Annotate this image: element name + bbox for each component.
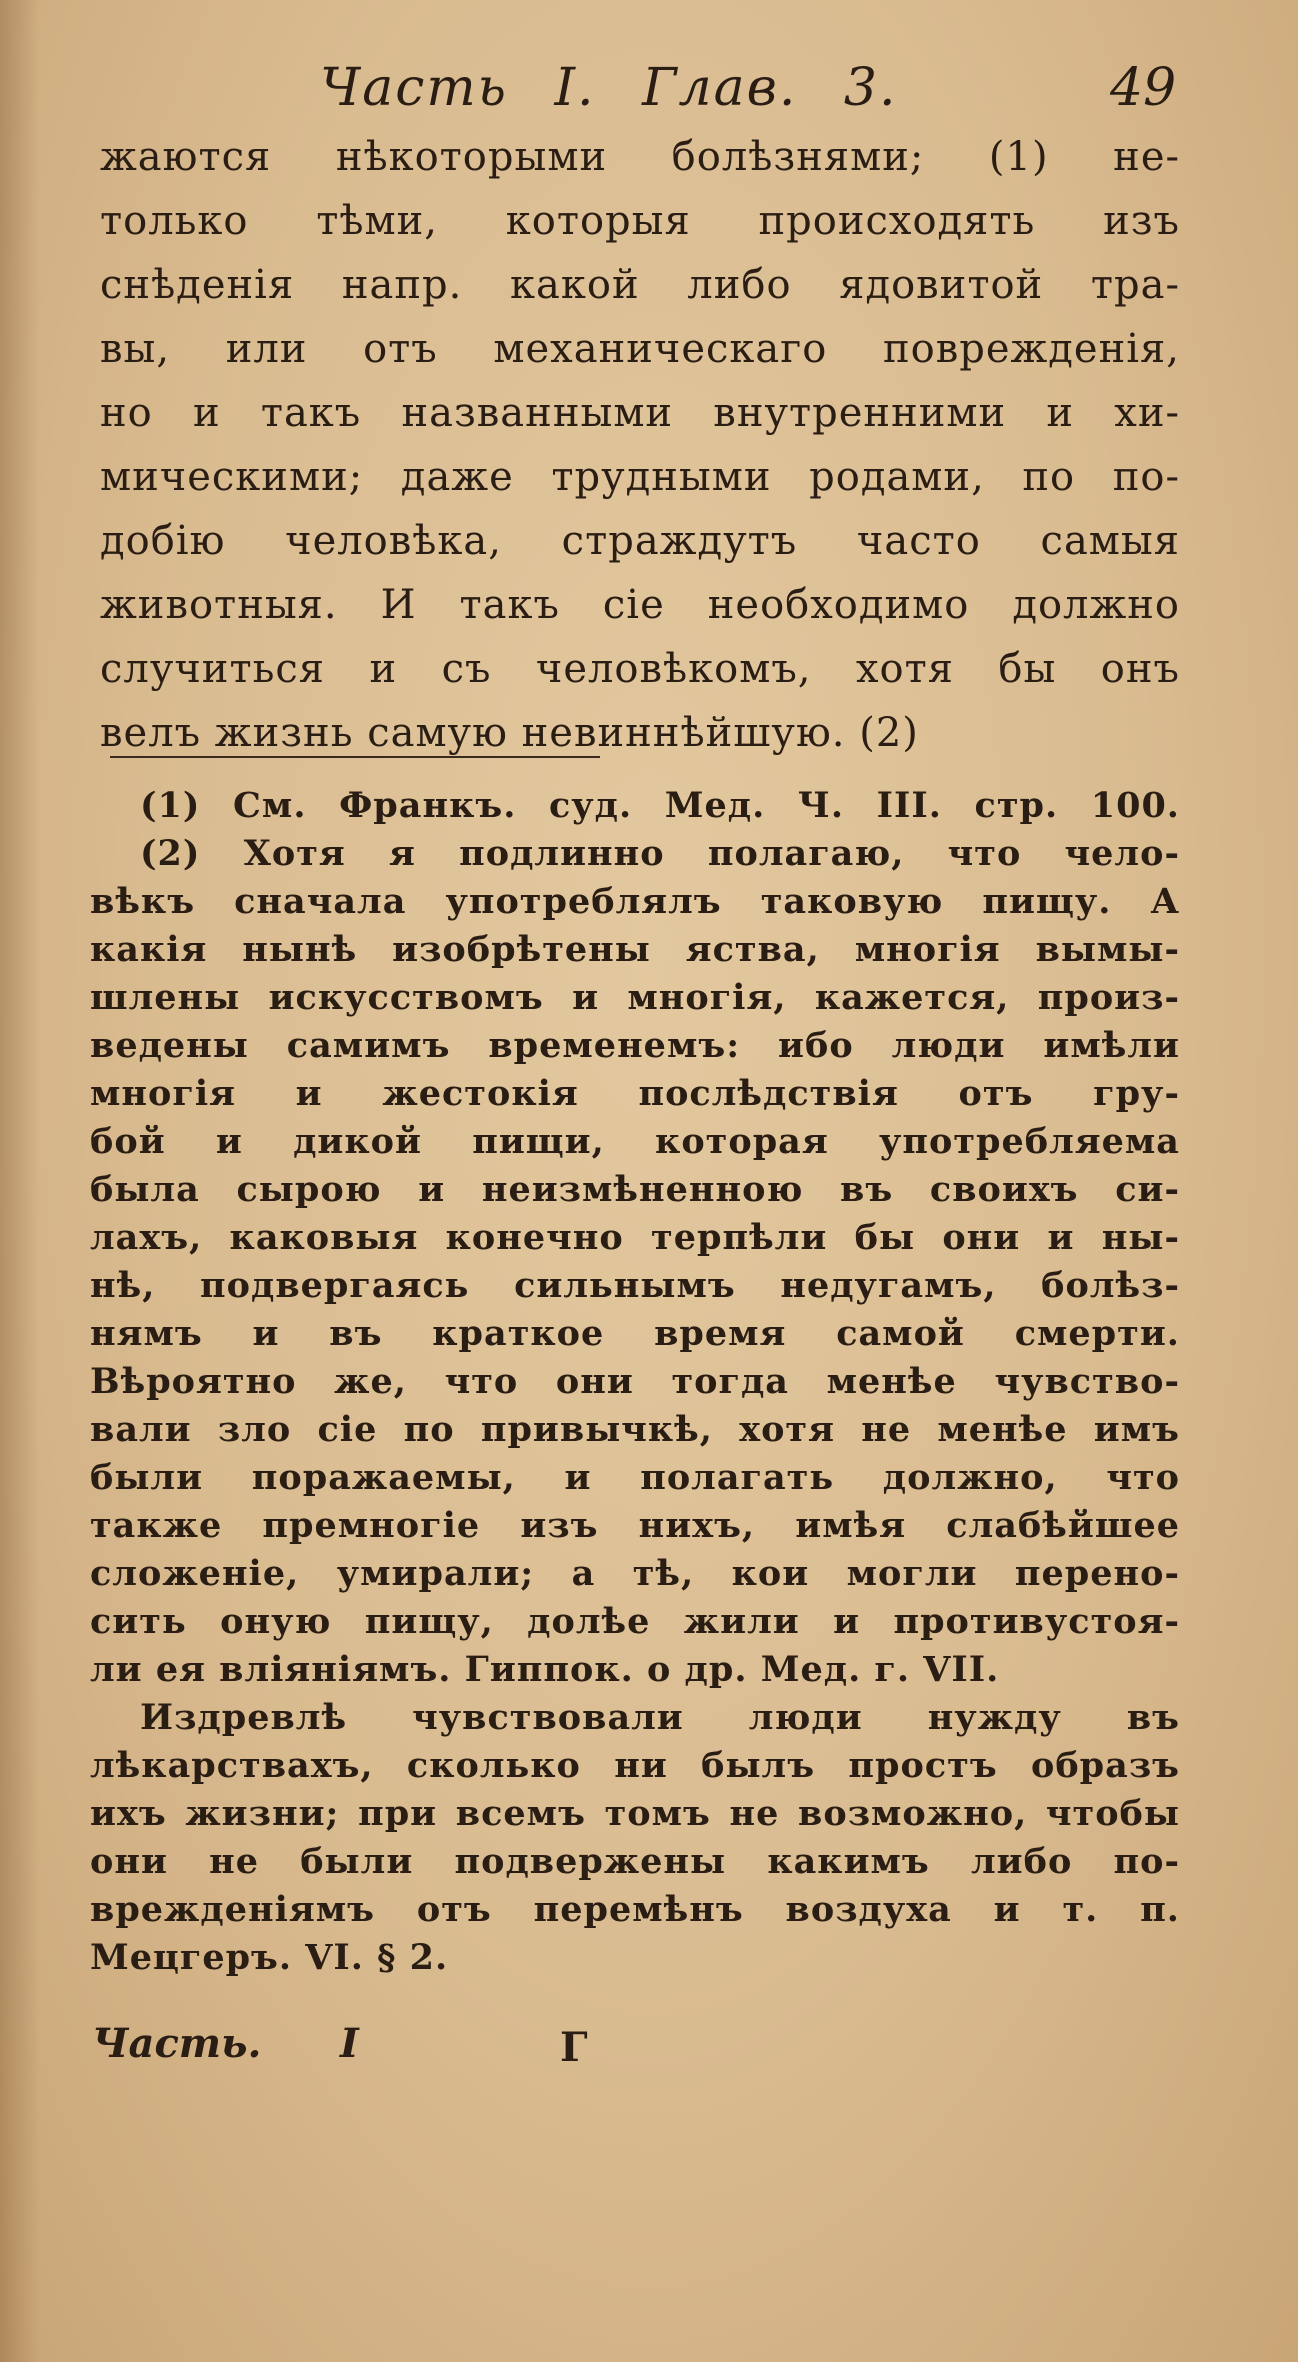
main-text-line: вы, или отъ механическаго поврежденія, (100, 326, 1180, 372)
footnote-line: шлены искусствомъ и многія, кажется, произ- (90, 977, 1180, 1018)
printer-signature (0, 2020, 1298, 2080)
footnote-line: они не были подвержены какимъ либо по- (90, 1841, 1180, 1882)
main-text-line: мическими; даже трудными родами, по по- (100, 454, 1180, 500)
footnote-line: бой и дикой пищи, которая употребляема (90, 1121, 1180, 1162)
footnote-line: вали зло сіе по привычкѣ, хотя не менѣе имъ (90, 1409, 1180, 1450)
main-text-block (100, 125, 1180, 765)
main-text-line: добію человѣка, страждутъ часто самыя (100, 518, 1180, 564)
footnote-line: лахъ, каковыя конечно терпѣли бы они и ны- (90, 1217, 1180, 1258)
page-edge-shadow (0, 0, 40, 2362)
footnotes-block (90, 782, 1180, 1982)
main-text-line: но и такъ названными внутренними и хи- (100, 390, 1180, 436)
main-text-line: случиться и съ человѣкомъ, хотя бы онъ (100, 646, 1180, 692)
footnote-line: многія и жестокія послѣдствія отъ гру- (90, 1073, 1180, 1114)
footnote-line: ведены самимъ временемъ: ибо люди имѣли (90, 1025, 1180, 1066)
main-text-line: снѣденія напр. какой либо ядовитой тра- (100, 262, 1180, 308)
signature-part-label: Часть. (92, 2020, 262, 2067)
main-text-line: животныя. И такъ сіе необходимо должно (100, 582, 1180, 628)
footnote-line: (2) Хотя я подлинно полагаю, что чело- (140, 833, 1180, 874)
main-text-line: только тѣми, которыя происходять изъ (100, 198, 1180, 244)
signature-sheet-letter: Г (560, 2024, 588, 2071)
main-text-line: велъ жизнь самую невиннѣйшую. (2) (100, 710, 919, 756)
footnote-line: была сырою и неизмѣненною въ своихъ си- (90, 1169, 1180, 1210)
footnote-separator-rule (110, 756, 600, 758)
footnote-line: были поражаемы, и полагать должно, что (90, 1457, 1180, 1498)
footnote-line: лѣкарствахъ, сколько ни былъ простъ образъ (90, 1745, 1180, 1786)
footnote-line: какія нынѣ изобрѣтены яства, многія вымы- (90, 929, 1180, 970)
footnote-line: Издревлѣ чувствовали люди нужду въ (140, 1697, 1180, 1738)
footnote-line: сить оную пищу, долѣе жили и противустоя- (90, 1601, 1180, 1642)
footnote-line: сложеніе, умирали; а тѣ, кои могли перено- (90, 1553, 1180, 1594)
footnote-line: также премногіе изъ нихъ, имѣя слабѣйшее (90, 1505, 1180, 1546)
footnote-line: врежденіямъ отъ перемѣнъ воздуха и т. п. (90, 1889, 1180, 1930)
footnote-line: нямъ и въ краткое время самой смерти. (90, 1313, 1180, 1354)
running-head-title: Часть I. Глав. 3. (320, 58, 898, 118)
page-number: 49 (1110, 58, 1177, 118)
footnote-line: вѣкъ сначала употреблялъ таковую пищу. А (90, 881, 1180, 922)
footnote-line: Вѣроятно же, что они тогда менѣе чувство- (90, 1361, 1180, 1402)
footnote-line: нѣ, подвергаясь сильнымъ недугамъ, болѣз- (90, 1265, 1180, 1306)
main-text-line: жаются нѣкоторыми болѣзнями; (1) не- (100, 134, 1180, 180)
footnote-line: ихъ жизни; при всемъ томъ не возможно, чтобы (90, 1793, 1180, 1834)
running-head (0, 58, 1298, 128)
footnote-line: ли ея вліяніямъ. Гиппок. о др. Мед. г. VII. (90, 1649, 1000, 1690)
footnote-line: Мецгеръ. VI. § 2. (90, 1937, 449, 1978)
signature-part-number: I (340, 2020, 359, 2067)
footnote-line: (1) См. Франкъ. суд. Мед. Ч. III. стр. 100. (140, 785, 1180, 826)
